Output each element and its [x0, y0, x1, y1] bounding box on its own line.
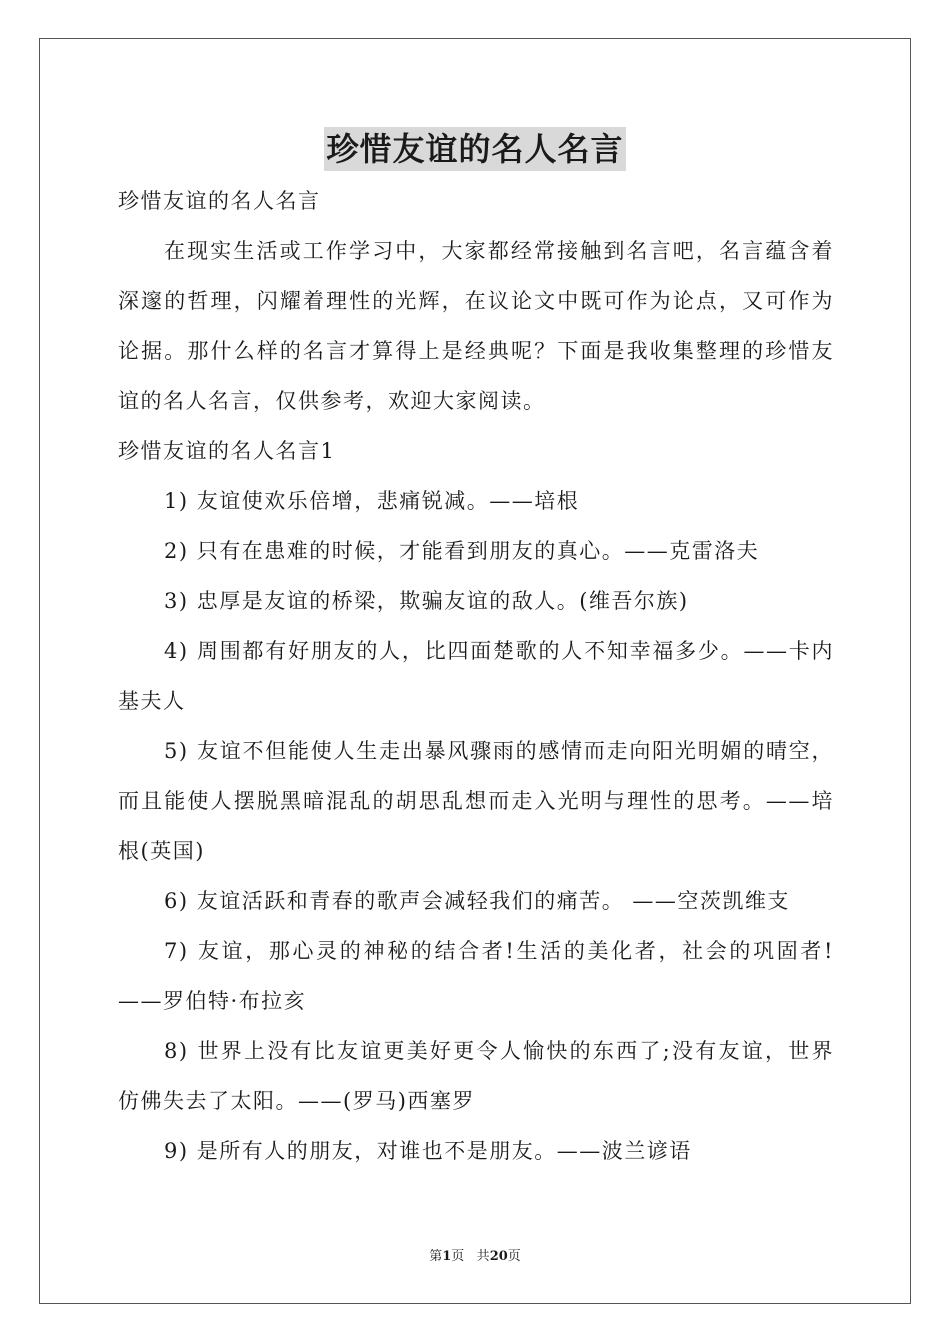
- body-paragraph: 1) 友谊使欢乐倍增，悲痛锐减。——培根: [164, 489, 580, 513]
- body-paragraph: 5) 友谊不但能使人生走出暴风骤雨的感情而走向阳光明媚的晴空，而且能使人摆脱黑暗混乱的胡思乱想而走入光明与理性的思考。——培根(英国): [118, 739, 834, 863]
- subtitle-paragraph: 珍惜友谊的名人名言: [118, 189, 321, 213]
- footer-page-prefix: 第: [429, 1249, 443, 1264]
- body-paragraph: 2) 只有在患难的时候，才能看到朋友的真心。——克雷洛夫: [164, 539, 760, 563]
- footer-total-suffix: 页: [507, 1249, 521, 1264]
- footer-page-number: 1: [442, 1249, 452, 1264]
- body-paragraph: 3) 忠厚是友谊的桥梁，欺骗友谊的敌人。(维吾尔族): [164, 589, 689, 613]
- body-paragraph: 9) 是所有人的朋友，对谁也不是朋友。——波兰谚语: [164, 1139, 692, 1163]
- body-paragraph: 在现实生活或工作学习中，大家都经常接触到名言吧，名言蕴含着深邃的哲理，闪耀着理性的光辉，在议论文中既可作为论点，又可作为论据。那什么样的名言才算得上是经典呢？下面是我收集整理的珍惜友谊的名人名言，仅供参考，欢迎大家阅读。: [118, 239, 834, 413]
- body-paragraph: 7) 友谊，那心灵的神秘的结合者!生活的美化者，社会的巩固者! ——罗伯特·布拉亥: [118, 939, 834, 1013]
- footer-total-prefix: 共: [476, 1249, 490, 1264]
- footer-total-pages: 20: [489, 1249, 508, 1264]
- body-paragraph: 8) 世界上没有比友谊更美好更令人愉快的东西了;没有友谊，世界仿佛失去了太阳。——(罗马)西塞罗: [118, 1039, 834, 1113]
- body-paragraph: 6) 友谊活跃和青春的歌声会减轻我们的痛苦。 ——空茨凯维支: [164, 889, 790, 913]
- document-title: 珍惜友谊的名人名言: [324, 127, 625, 171]
- footer-page-suffix: 页: [451, 1249, 465, 1264]
- section-heading: 珍惜友谊的名人名言1: [118, 439, 336, 463]
- document-body: [118, 176, 834, 1176]
- title-container: [0, 127, 950, 171]
- body-paragraph: 4) 周围都有好朋友的人，比四面楚歌的人不知幸福多少。——卡内基夫人: [118, 639, 834, 713]
- page-footer: [0, 1248, 950, 1266]
